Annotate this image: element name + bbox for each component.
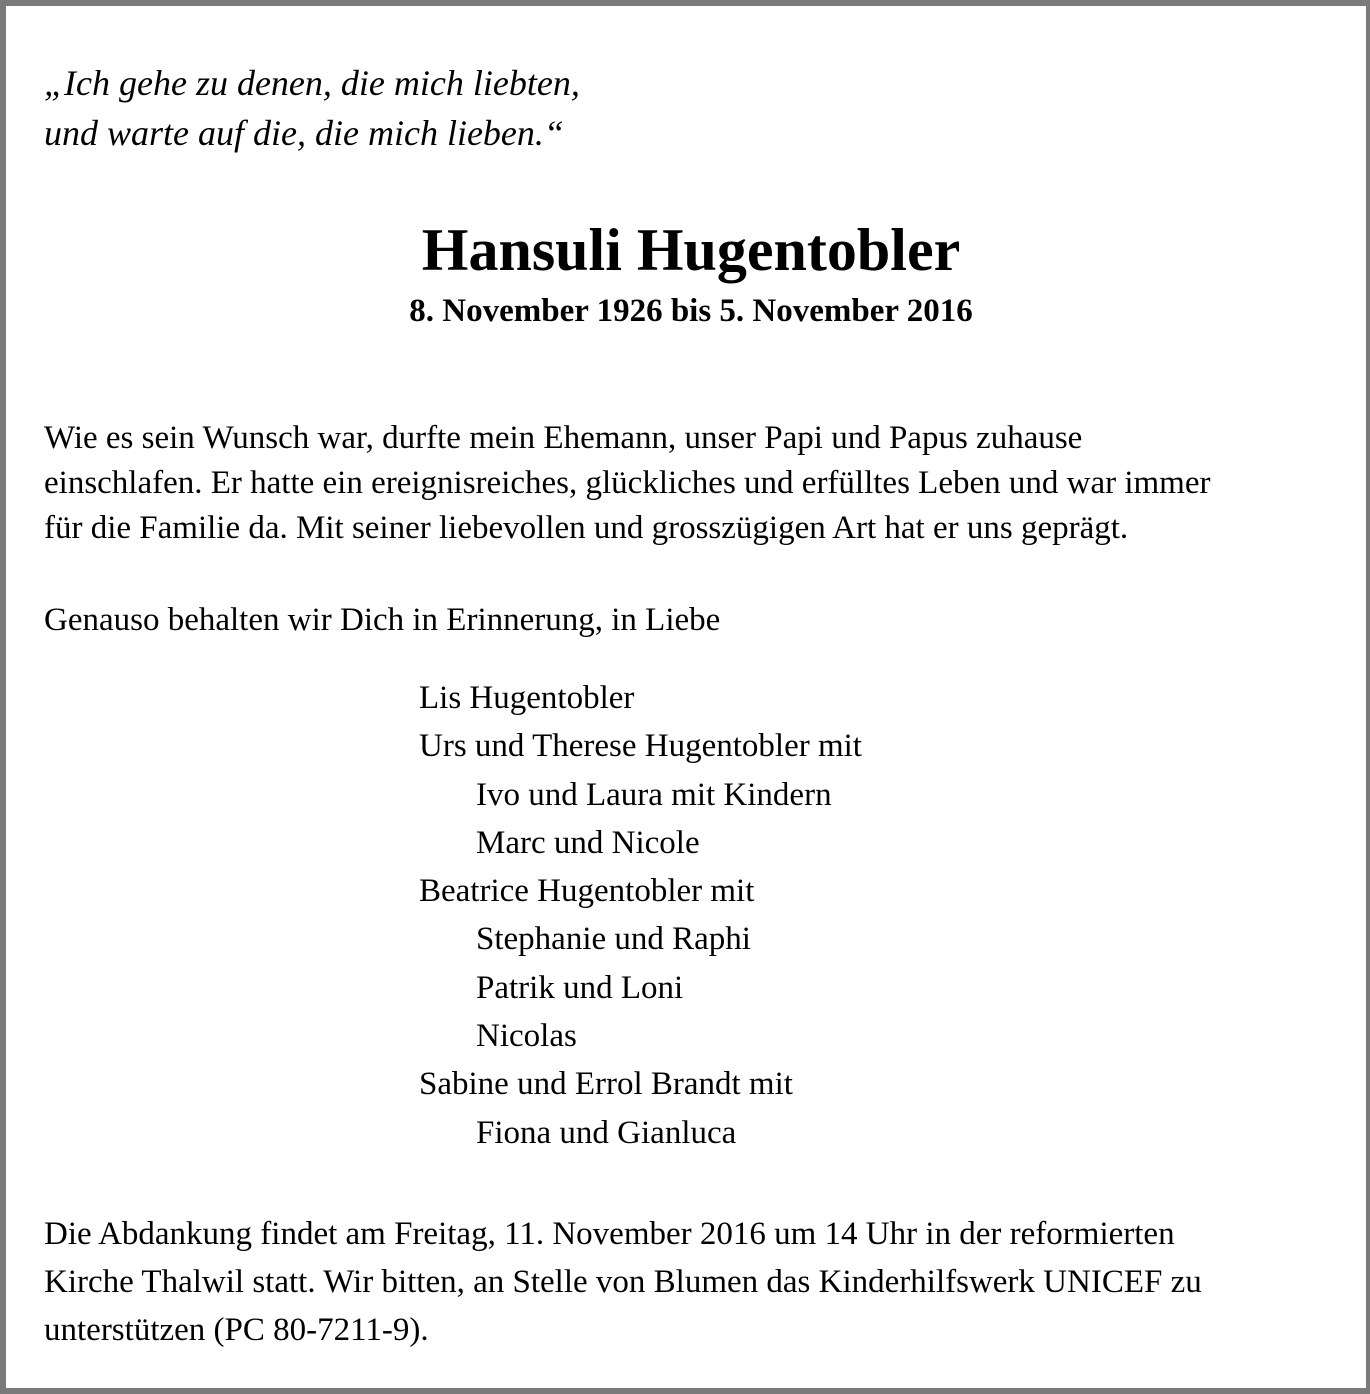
mourner-subentry: Patrik und Loni	[476, 969, 684, 1006]
remembrance-line	[44, 596, 1354, 644]
mourner-subentry: Stephanie und Raphi	[476, 921, 751, 958]
mourner-subentry: Marc und Nicole	[476, 824, 700, 861]
life-dates: 8. November 1926 bis 5. November 2016	[409, 293, 973, 329]
mourner-subentry: Fiona und Gianluca	[476, 1114, 737, 1151]
announcement-paragraph	[44, 416, 1354, 551]
announcement-line: Wie es sein Wunsch war, durfte mein Ehemann, unser Papi und Papus zuhause	[44, 420, 1083, 456]
remembrance-text: Genauso behalten wir Dich in Erinnerung, in Liebe	[44, 602, 721, 638]
funeral-line: Kirche Thalwil statt. Wir bitten, an Stelle von Blumen das Kinderhilfswerk UNICEF zu	[44, 1264, 1202, 1300]
funeral-line: unterstützen (PC 80-7211-9).	[44, 1312, 429, 1348]
funeral-paragraph	[44, 1210, 1354, 1354]
mourner-entry: Lis Hugentobler	[419, 680, 635, 716]
mourner-subentry: Nicolas	[476, 1018, 577, 1055]
quote-line: und warte auf die, die mich lieben.“	[44, 113, 564, 153]
mourner-entry: Beatrice Hugentobler mit	[419, 873, 755, 910]
mourner-entry: Urs und Therese Hugentobler mit	[419, 728, 862, 765]
mourners-list	[419, 674, 1319, 1157]
deceased-name: Hansuli Hugentobler	[421, 217, 961, 283]
announcement-line: für die Familie da. Mit seiner liebevollen und grosszügigen Art hat er uns geprägt.	[44, 510, 1129, 546]
mourner-subentry: Ivo und Laura mit Kindern	[476, 776, 832, 813]
memorial-quote	[44, 58, 1044, 158]
quote-line: „Ich gehe zu denen, die mich liebten,	[44, 63, 580, 103]
mourner-entry: Sabine und Errol Brandt mit	[419, 1066, 793, 1103]
announcement-line: einschlafen. Er hatte ein ereignisreiches, glückliches und erfülltes Leben und war immer	[44, 465, 1211, 501]
funeral-line: Die Abdankung findet am Freitag, 11. November 2016 um 14 Uhr in der reformierten	[44, 1216, 1175, 1252]
